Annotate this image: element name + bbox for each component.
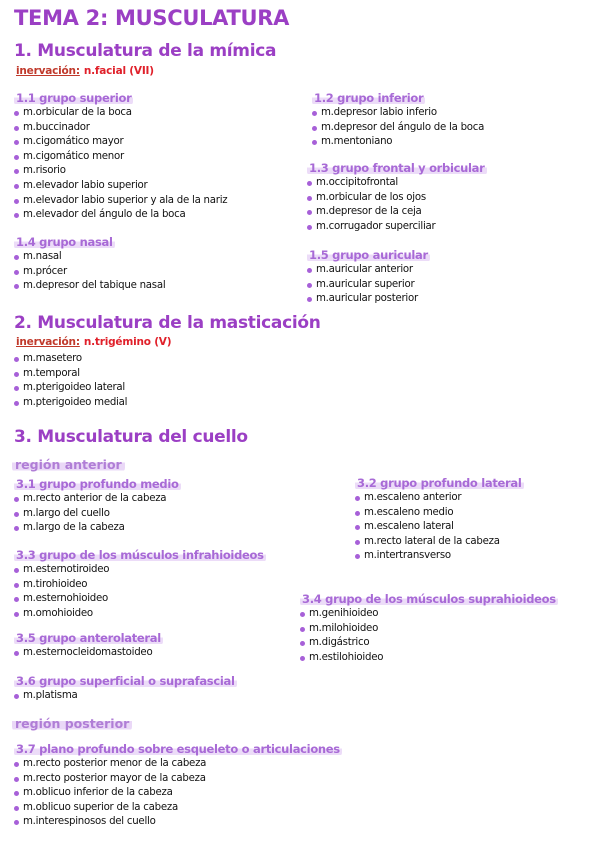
- region-anterior: región anterior: [12, 457, 125, 472]
- section-2-innervation: [16, 336, 171, 348]
- list-item: m.masetero: [14, 352, 127, 367]
- list-item: m.oblicuo superior de la cabeza: [14, 801, 342, 816]
- list-item: m.auricular superior: [307, 278, 430, 293]
- list-item: m.mentoniano: [312, 135, 484, 150]
- list-item: m.intertransverso: [355, 549, 524, 564]
- list-item: m.depresor de la ceja: [307, 205, 487, 220]
- group-3-7-list: [14, 757, 342, 830]
- group-1-2-title: 1.2 grupo inferior: [314, 91, 424, 105]
- list-item: m.temporal: [14, 367, 127, 382]
- list-item: m.corrugador superciliar: [307, 220, 487, 235]
- list-item: m.orbicular de los ojos: [307, 191, 487, 206]
- group-1-4-list: [14, 250, 165, 294]
- group-3-5-title: 3.5 grupo anterolateral: [16, 631, 161, 645]
- list-item: m.esternohioideo: [14, 592, 266, 607]
- innervation-nerve: n.facial (VII): [83, 65, 154, 77]
- group-3-5-list: [14, 646, 163, 661]
- list-item: m.esternocleidomastoideo: [14, 646, 163, 661]
- list-item: m.largo del cuello: [14, 507, 181, 522]
- section-2-title: 2. Musculatura de la masticación: [14, 313, 321, 333]
- list-item: m.milohioideo: [300, 622, 558, 637]
- list-item: m.occipitofrontal: [307, 176, 487, 191]
- innervation-label: inervación:: [16, 65, 80, 77]
- list-item: m.genihioideo: [300, 607, 558, 622]
- group-3-5: [14, 627, 163, 661]
- list-item: m.tirohioideo: [14, 578, 266, 593]
- group-1-5-list: [307, 263, 430, 307]
- section-2-group: [14, 352, 127, 410]
- group-3-2-list: [355, 491, 524, 564]
- list-item: m.pterigoideo medial: [14, 396, 127, 411]
- group-3-1-list: [14, 492, 181, 536]
- list-item: m.risorio: [14, 164, 227, 179]
- group-1-5: [307, 244, 430, 307]
- group-3-4: [300, 588, 558, 665]
- group-3-1: [14, 473, 181, 536]
- innervation-label: inervación:: [16, 336, 80, 348]
- group-3-3: [14, 544, 266, 621]
- list-item: m.auricular anterior: [307, 263, 430, 278]
- list-item: m.platisma: [14, 689, 237, 704]
- group-3-6-title: 3.6 grupo superficial o suprafascial: [16, 674, 235, 688]
- group-1-1-list: [14, 106, 227, 223]
- list-item: m.recto posterior menor de la cabeza: [14, 757, 342, 772]
- group-1-4-title: 1.4 grupo nasal: [16, 235, 113, 249]
- list-item: m.largo de la cabeza: [14, 521, 181, 536]
- group-3-2-title: 3.2 grupo profundo lateral: [357, 476, 522, 490]
- list-item: m.elevador labio superior y ala de la nariz: [14, 194, 227, 209]
- group-3-3-list: [14, 563, 266, 621]
- list-item: m.auricular posterior: [307, 292, 430, 307]
- list-item: m.cigomático mayor: [14, 135, 227, 150]
- list-item: m.orbicular de la boca: [14, 106, 227, 121]
- list-item: m.recto anterior de la cabeza: [14, 492, 181, 507]
- section-2-list: [14, 352, 127, 410]
- group-3-6: [14, 670, 237, 704]
- group-1-5-title: 1.5 grupo auricular: [309, 248, 428, 262]
- list-item: m.interespinosos del cuello: [14, 815, 342, 830]
- list-item: m.oblicuo inferior de la cabeza: [14, 786, 342, 801]
- group-3-1-title: 3.1 grupo profundo medio: [16, 477, 179, 491]
- group-1-4: [14, 231, 165, 294]
- group-3-2: [355, 472, 524, 564]
- section-1-innervation: [16, 65, 154, 77]
- group-1-1-title: 1.1 grupo superior: [16, 91, 132, 105]
- list-item: m.estilohioideo: [300, 651, 558, 666]
- list-item: m.escaleno lateral: [355, 520, 524, 535]
- group-1-3-list: [307, 176, 487, 234]
- innervation-nerve: n.trigémino (V): [83, 336, 172, 348]
- list-item: m.omohioideo: [14, 607, 266, 622]
- list-item: m.escaleno medio: [355, 506, 524, 521]
- list-item: m.elevador labio superior: [14, 179, 227, 194]
- section-1-title: 1. Musculatura de la mímica: [14, 41, 277, 61]
- list-item: m.elevador del ángulo de la boca: [14, 208, 227, 223]
- list-item: m.digástrico: [300, 636, 558, 651]
- list-item: m.prócer: [14, 265, 165, 280]
- group-1-1: [14, 87, 227, 223]
- group-3-6-list: [14, 689, 237, 704]
- list-item: m.esternotiroideo: [14, 563, 266, 578]
- group-3-7-title: 3.7 plano profundo sobre esqueleto o articulaciones: [16, 742, 340, 756]
- list-item: m.depresor labio inferio: [312, 106, 484, 121]
- list-item: m.escaleno anterior: [355, 491, 524, 506]
- list-item: m.cigomático menor: [14, 150, 227, 165]
- group-3-7: [14, 738, 342, 830]
- list-item: m.pterigoideo lateral: [14, 381, 127, 396]
- list-item: m.buccinador: [14, 121, 227, 136]
- region-posterior-block: [12, 713, 132, 732]
- group-3-3-title: 3.3 grupo de los músculos infrahioideos: [16, 548, 264, 562]
- group-1-2: [312, 87, 484, 150]
- group-3-4-list: [300, 607, 558, 665]
- group-1-3: [307, 157, 487, 234]
- group-1-2-list: [312, 106, 484, 150]
- section-3-title: 3. Musculatura del cuello: [14, 427, 248, 447]
- group-1-3-title: 1.3 grupo frontal y orbicular: [309, 161, 485, 175]
- list-item: m.depresor del ángulo de la boca: [312, 121, 484, 136]
- list-item: m.recto posterior mayor de la cabeza: [14, 772, 342, 787]
- page-title: TEMA 2: MUSCULATURA: [14, 6, 290, 30]
- region-anterior-block: [12, 454, 125, 473]
- list-item: m.depresor del tabique nasal: [14, 279, 165, 294]
- list-item: m.nasal: [14, 250, 165, 265]
- region-posterior: región posterior: [12, 716, 132, 731]
- list-item: m.recto lateral de la cabeza: [355, 535, 524, 550]
- group-3-4-title: 3.4 grupo de los músculos suprahioideos: [302, 592, 556, 606]
